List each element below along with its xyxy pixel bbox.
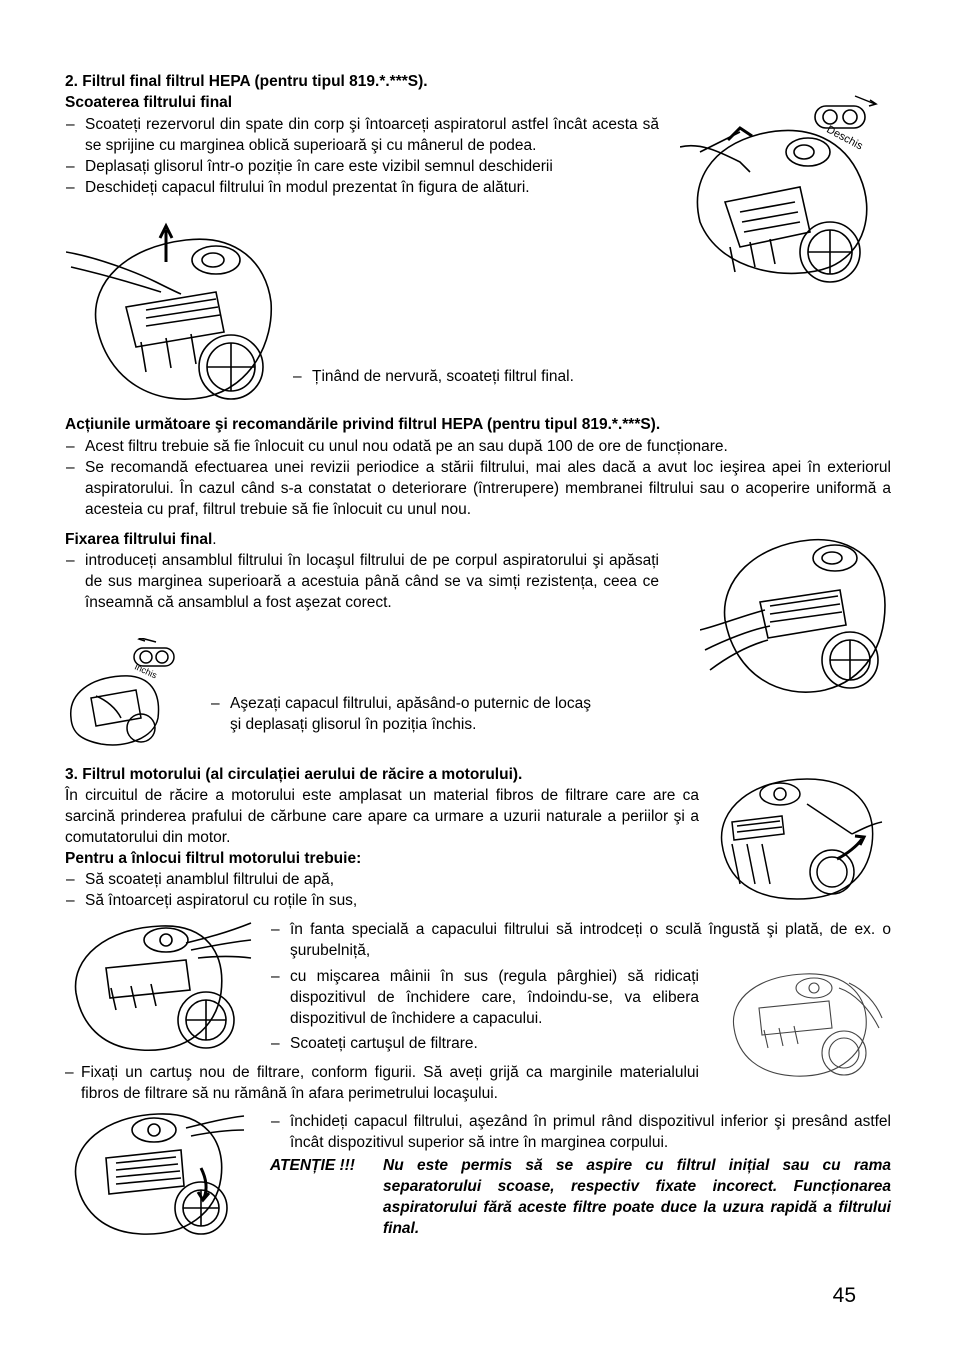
remove-filter-step bbox=[292, 366, 692, 387]
list-item: – în fanta specială a capacului filtrului să introdceți o sculă îngustă şi plată, de ex. o şurubelniță, bbox=[271, 921, 891, 959]
illustration-open-cover bbox=[680, 92, 890, 287]
subheading-hepa-actions: Acțiunile următoare şi recomandările privind filtrul HEPA (pentru tipul 819.*.***S). bbox=[65, 416, 661, 433]
illustration-remove-filter bbox=[66, 222, 281, 407]
illustration-new-cartridge bbox=[724, 968, 884, 1083]
list-item: – Acest filtru trebuie să fie înlocuit cu unul nou odată pe an sau după 100 de ore de funcționare. bbox=[66, 438, 728, 455]
illustration-insert-filter bbox=[700, 530, 890, 700]
page-number: 45 bbox=[832, 1284, 856, 1307]
close-cover-step bbox=[270, 1111, 891, 1153]
illustration-motor-filter bbox=[712, 774, 887, 904]
section3-heading: 3. Filtrul motorului (al circulației aerului de răcire a motorului). bbox=[65, 766, 523, 783]
list-item: – introduceți ansamblul filtrului în locaşul filtrului de pe corpul aspiratorului şi apăsați de sus marginea superioară a acestuia până când se va simți rezistența, ceea ce înseamnă că ansamblul a fost aşezat corect. bbox=[66, 552, 659, 611]
list-item: – Să întoarceți aspiratorul cu roțile în sus, bbox=[66, 892, 358, 909]
illustration-slot-screwdriver bbox=[66, 918, 256, 1058]
subheading-fix-final-filter: Fixarea filtrului final. bbox=[65, 531, 217, 548]
list-item: – cu mişcarea mâinii în sus (regula pârghiei) să ridicați dispozitivul de închidere care, îndoindu-se, va elibera dispozitivul de închidere a capacului. bbox=[271, 968, 699, 1027]
list-item: – Scoateți cartuşul de filtrare. bbox=[271, 1035, 478, 1052]
list-item: – Ținând de nervură, scoateți filtrul final. bbox=[293, 368, 574, 385]
warning-text: Nu este permis să se aspire cu filtrul inițial sau cu rama separatorului scoase, respectiv fixate incorect. Funcționarea aspiratorului fără aceste filtre poate duce la uzura rapidă a filtrului final. bbox=[383, 1157, 891, 1237]
list-item: – Se recomandă efectuarea unei revizii periodice a stării filtrului, mai ales dacă a avut loc ieşirea apei în exteriorul aspiratorului. În cazul când s-a constatat o deteriorare (întrerupere) membranei filtrului sau o acoperire uniformă a acesteia cu praf, filtrul trebuie să fie înlocuit cu unul nou. bbox=[66, 459, 891, 518]
list-item: – Să scoateți anamblul filtrului de apă, bbox=[66, 871, 335, 888]
section3-intro: În circuitul de răcire a motorului este amplasat un material fibros de filtrare care are ca sarcină prinderea prafului de cărbune care apare ca urmare a uzurii naturale a periilor şi a comutatorului din motor. bbox=[65, 787, 699, 846]
label-closed: Inchis bbox=[132, 661, 159, 681]
fix-steps-list bbox=[65, 550, 659, 613]
list-item: – Scoateți rezervorul din spate din corp şi întoarceți aspiratorul astfel încât acesta să se sprijine cu marginea oblică superioară şi cu mânerul de podea. bbox=[66, 116, 659, 154]
warning-label: ATENȚIE !!! bbox=[270, 1157, 355, 1174]
list-item: – Aşezați capacul filtrului, apăsând-o puternic de locaş bbox=[211, 695, 592, 712]
lever-and-remove-steps bbox=[270, 966, 699, 1054]
place-cover-step bbox=[210, 693, 680, 735]
list-item: – Fixați un cartuş nou de filtrare, conform figurii. Să aveți grijă ca marginile materialului fibros de filtrare să nu rămână în afara perimetrului locaşului. bbox=[65, 1064, 699, 1102]
remove-steps-list bbox=[65, 114, 659, 198]
fix-cartridge-step bbox=[65, 1062, 699, 1104]
subheading-remove-final-filter: Scoaterea filtrului final bbox=[65, 94, 233, 111]
illustration-close-cover bbox=[66, 1108, 246, 1243]
hepa-actions-list bbox=[65, 436, 891, 520]
list-item: – Deplasați glisorul într-o poziție în care este vizibil semnul deschiderii bbox=[66, 158, 553, 175]
slot-step bbox=[270, 919, 891, 961]
list-item-continuation: şi deplasați glisorul în poziția închis. bbox=[230, 716, 477, 733]
illustration-place-cover bbox=[66, 638, 196, 753]
list-item: – închideți capacul filtrului, aşezând în primul rând dispozitivul inferior şi presând astfel încât dispozitivul superior să intre în marginea corpului. bbox=[271, 1113, 891, 1151]
motor-steps-list-a bbox=[65, 869, 705, 911]
label-open: Deschis bbox=[824, 123, 865, 153]
subheading-replace-motor-filter: Pentru a înlocui filtrul motorului trebuie: bbox=[65, 850, 362, 867]
section2-heading: 2. Filtrul final filtrul HEPA (pentru tipul 819.*.***S). bbox=[65, 73, 428, 90]
list-item: – Deschideți capacul filtrului în modul prezentat în figura de alături. bbox=[66, 179, 530, 196]
